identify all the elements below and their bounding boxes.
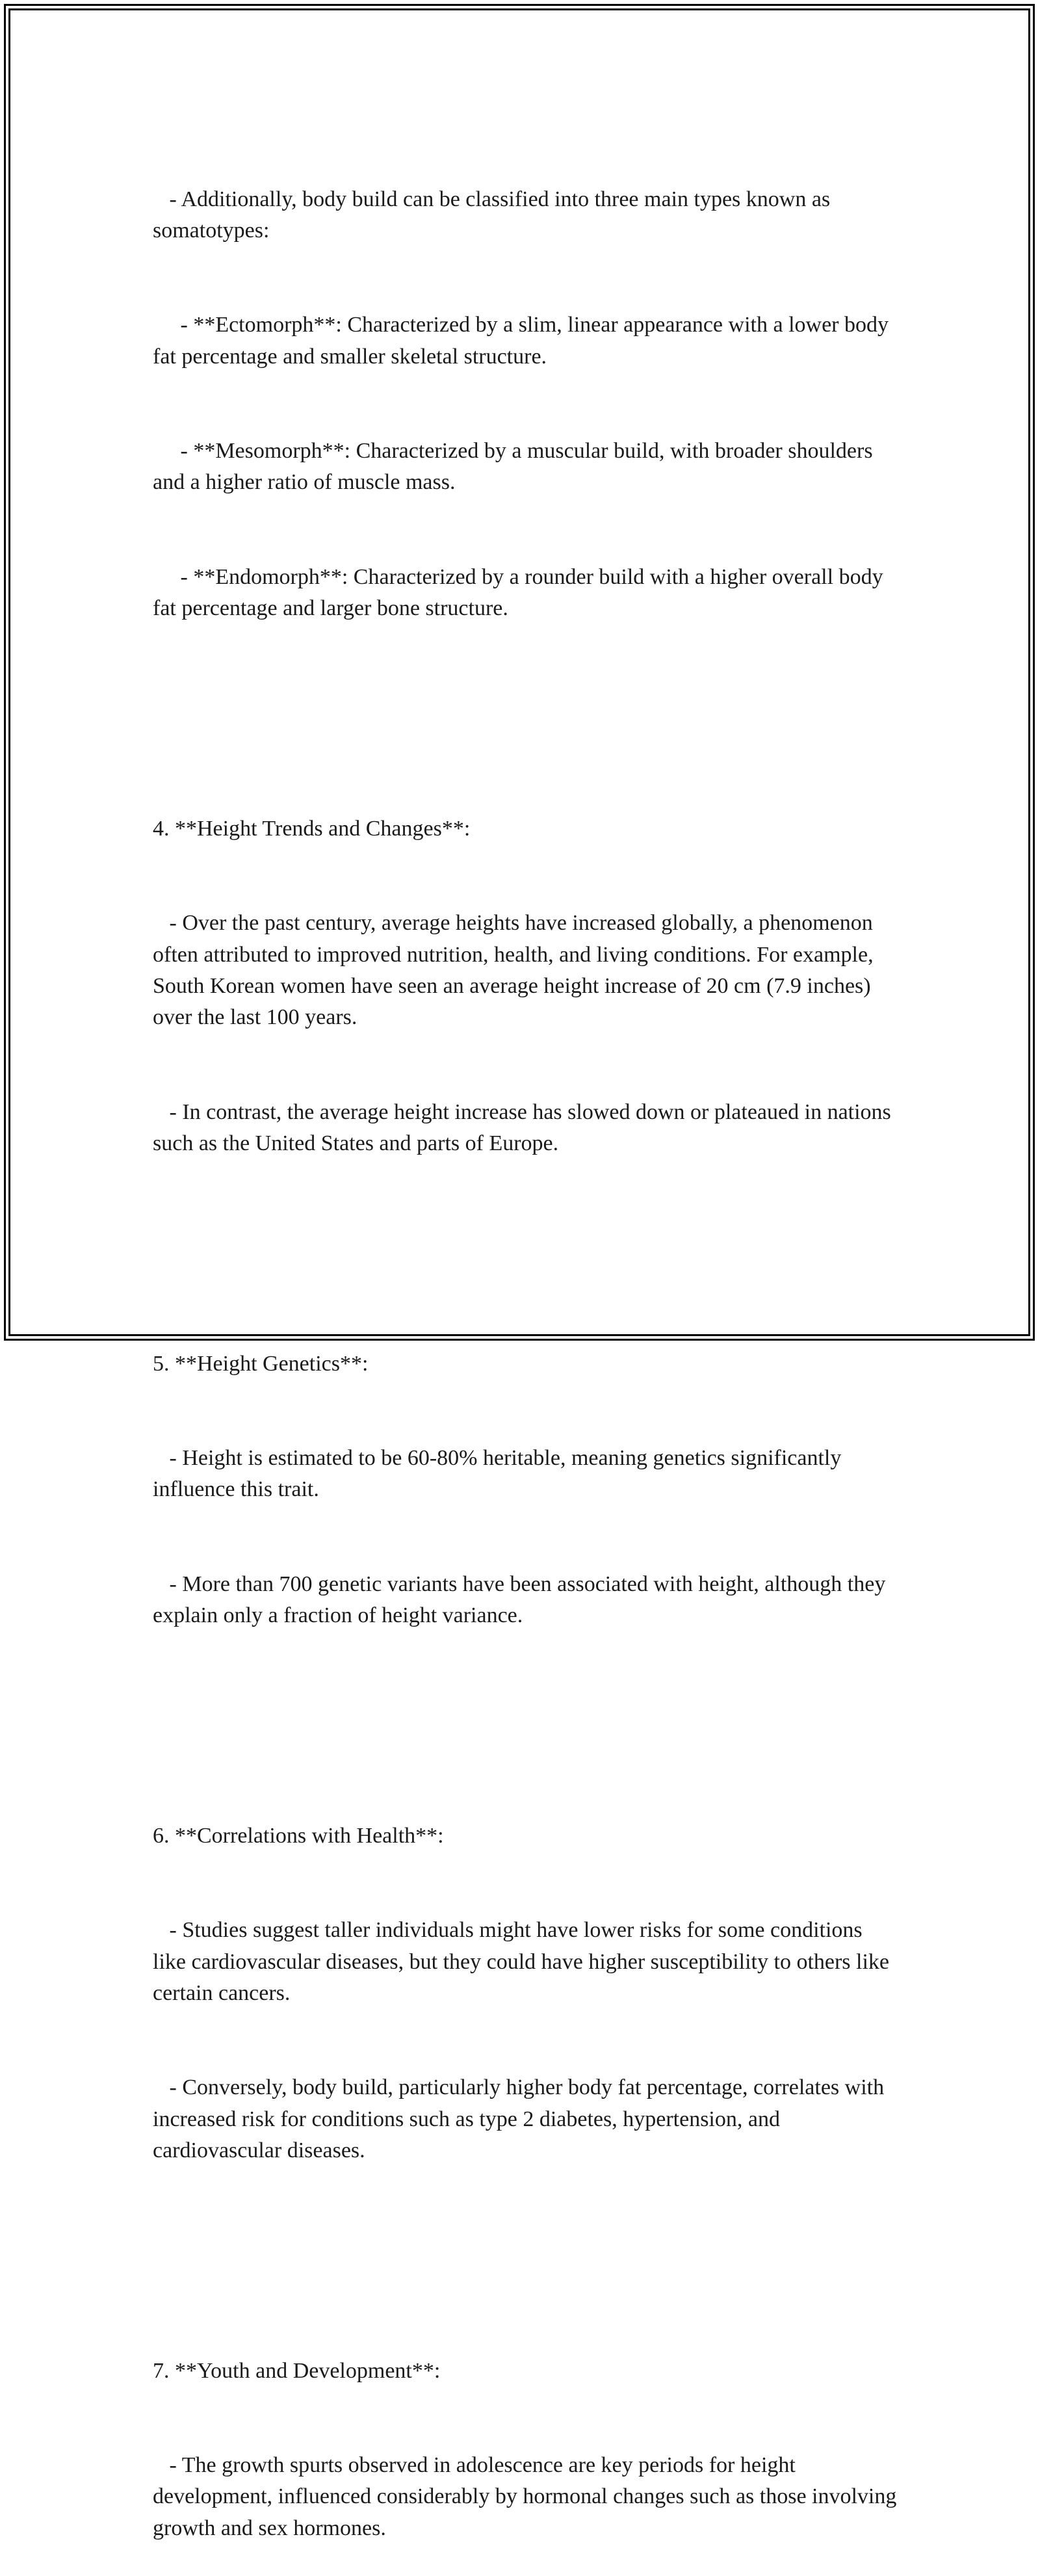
height-genetics-item-1: - Height is estimated to be 60-80% heritable, meaning genetics significantly influence this trait. [153, 1446, 847, 1502]
health-item-2: - Conversely, body build, particularly higher body fat percentage, correlates with increased risk for conditions such as type 2 diabetes, hypertension, and cardiovascular diseases. [153, 2075, 890, 2162]
section-heading-height-genetics: 5. **Height Genetics**: [153, 1351, 369, 1376]
section-heading-health: 6. **Correlations with Health**: [153, 1823, 444, 1848]
paragraph-gap [153, 687, 900, 718]
ectomorph-item: - **Ectomorph**: Characterized by a slim, linear appearance with a lower body fat percentage and smaller skeletal structure. [153, 313, 894, 369]
somatotypes-intro: - Additionally, body build can be classified into three main types known as somatotypes: [153, 187, 836, 243]
height-trends-item-1: - Over the past century, average heights have increased globally, a phenomenon often attributed to improved nutrition, health, and living conditions. For example, South Korean women have seen an average height increase of 20 cm (7.9 inches) over the last 100 years. [153, 911, 879, 1030]
paragraph-gap [153, 1694, 900, 1726]
document-body [153, 121, 900, 2576]
height-genetics-item-2: - More than 700 genetic variants have been associated with height, although they explain only a fraction of height variance. [153, 1571, 891, 1628]
section-heading-height-trends: 4. **Height Trends and Changes**: [153, 816, 471, 841]
section-heading-youth: 7. **Youth and Development**: [153, 2358, 441, 2383]
health-item-1: - Studies suggest taller individuals might have lower risks for some conditions like cardiovascular diseases, but they could have higher susceptibility to others like certain cancers. [153, 1918, 895, 2005]
paragraph-gap [153, 2229, 900, 2261]
height-trends-item-2: - In contrast, the average height increase has slowed down or plateaued in nations such as the United States and parts of Europe. [153, 1099, 897, 1155]
endomorph-item: - **Endomorph**: Characterized by a rounder build with a higher overall body fat percentage and larger bone structure. [153, 564, 889, 621]
mesomorph-item: - **Mesomorph**: Characterized by a muscular build, with broader shoulders and a higher ratio of muscle mass. [153, 439, 879, 495]
youth-item-1: - The growth spurts observed in adolescence are key periods for height development, influenced considerably by hormonal changes such as those involving growth and sex hormones. [153, 2453, 902, 2540]
paragraph-gap [153, 1222, 900, 1254]
